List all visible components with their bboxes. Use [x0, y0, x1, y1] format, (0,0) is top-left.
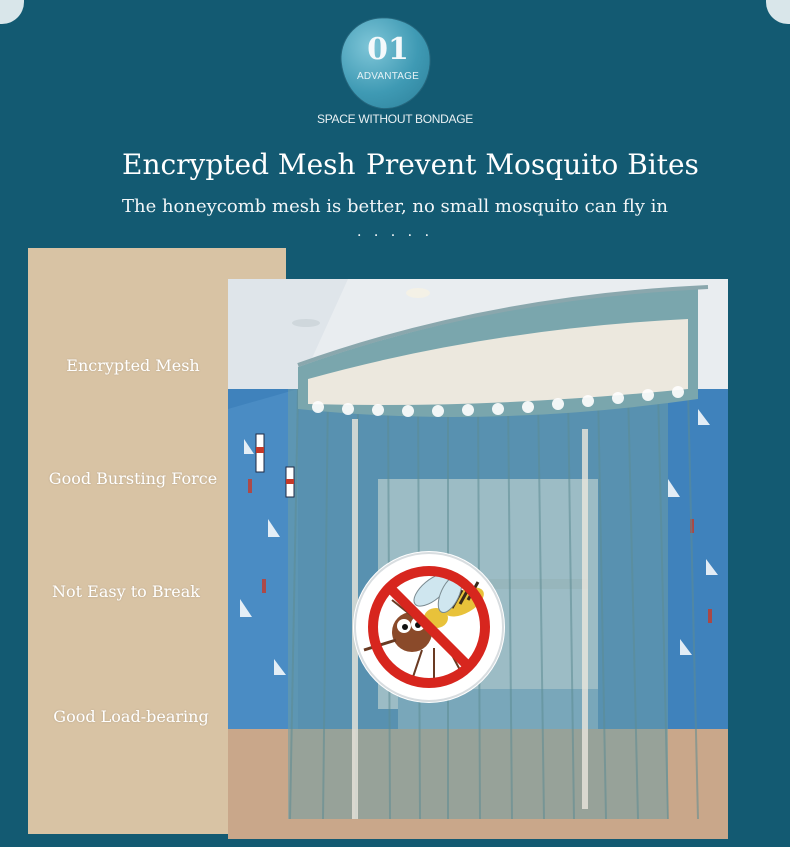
badge-label: ADVANTAGE	[357, 71, 419, 82]
headline-left: Encrypted Mesh	[122, 148, 356, 181]
feature-not-easy-to-break: Not Easy to Break	[52, 582, 200, 601]
badge-number: 01	[367, 32, 409, 67]
corner-decoration-right	[766, 0, 790, 24]
headline-right: Prevent Mosquito Bites	[366, 148, 699, 181]
no-mosquito-icon	[352, 550, 506, 704]
tagline: SPACE WITHOUT BONDAGE	[317, 112, 473, 126]
feature-encrypted-mesh: Encrypted Mesh	[66, 356, 200, 375]
dots-divider: . . . . .	[356, 224, 434, 240]
feature-load-bearing: Good Load-bearing	[53, 707, 209, 726]
feature-bursting-force: Good Bursting Force	[48, 469, 218, 488]
subheadline: The honeycomb mesh is better, no small mosquito can fly in	[121, 196, 668, 217]
corner-decoration-left	[0, 0, 24, 24]
